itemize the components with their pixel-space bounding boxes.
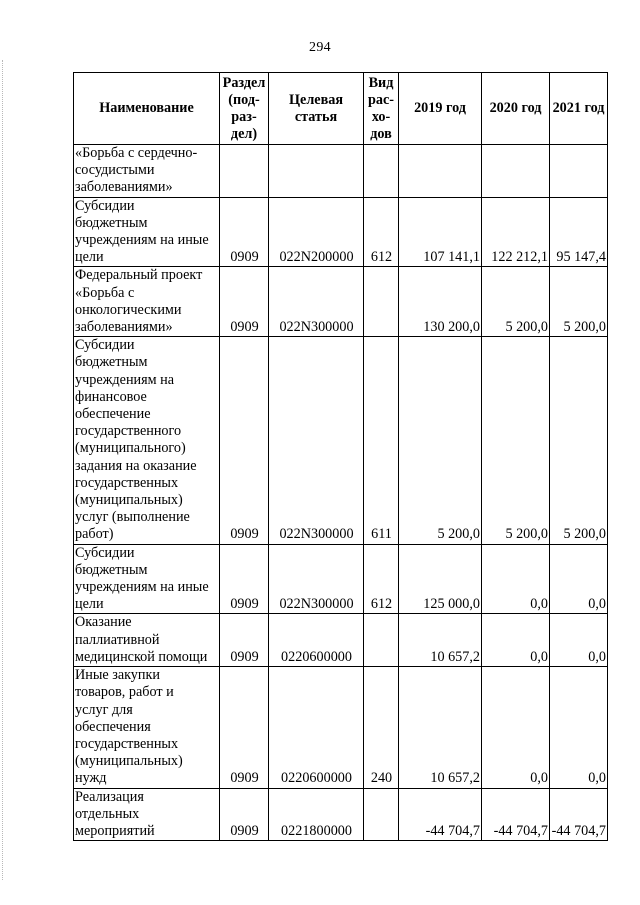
table-row bbox=[74, 337, 608, 544]
header-article bbox=[269, 73, 364, 145]
row-name-line: Реализация bbox=[75, 788, 144, 805]
row-kind bbox=[364, 788, 399, 841]
row-article: 022N300000 bbox=[269, 267, 364, 337]
row-value-2019: 107 141,1 bbox=[399, 197, 482, 267]
budget-table bbox=[73, 72, 608, 841]
row-name-line: финансовое bbox=[75, 388, 147, 405]
row-name-line: задания на оказание bbox=[75, 457, 197, 474]
row-value-2020 bbox=[482, 145, 550, 198]
row-name-line: паллиативной bbox=[75, 631, 160, 648]
row-name-line: заболеваниями» bbox=[75, 179, 173, 196]
row-section: 0909 bbox=[220, 267, 269, 337]
row-name-line: заболеваниями» bbox=[75, 319, 173, 336]
header-line: статья bbox=[294, 108, 338, 125]
row-name-line: медицинской помощи bbox=[75, 648, 208, 665]
scan-margin-dots bbox=[2, 60, 4, 880]
header-line: дел) bbox=[230, 125, 258, 142]
header-2019: 2019 год bbox=[399, 73, 482, 145]
row-kind: 612 bbox=[364, 544, 399, 614]
row-name-line: работ) bbox=[75, 526, 114, 543]
header-line: Раздел bbox=[222, 74, 266, 91]
row-kind bbox=[364, 614, 399, 667]
row-name bbox=[74, 544, 220, 614]
table-header-row bbox=[74, 73, 608, 145]
row-name-line: Субсидии bbox=[75, 337, 135, 354]
row-name bbox=[74, 337, 220, 544]
row-name-line: цели bbox=[75, 596, 104, 613]
row-name-line: «Борьба с bbox=[75, 284, 135, 301]
row-value-2020: 5 200,0 bbox=[482, 267, 550, 337]
row-name-line: Оказание bbox=[75, 614, 132, 631]
row-name-line: бюджетным bbox=[75, 214, 148, 231]
row-value-2021: 5 200,0 bbox=[550, 267, 608, 337]
row-name bbox=[74, 667, 220, 788]
row-name-line: сосудистыми bbox=[75, 162, 155, 179]
row-name-line: «Борьба с сердечно- bbox=[75, 145, 198, 161]
row-value-2021: 0,0 bbox=[550, 544, 608, 614]
header-line: хо- bbox=[371, 108, 391, 125]
row-value-2021: 0,0 bbox=[550, 614, 608, 667]
row-value-2020: -44 704,7 bbox=[482, 788, 550, 841]
row-name-line: государственных bbox=[75, 735, 179, 752]
table-row bbox=[74, 614, 608, 667]
row-section: 0909 bbox=[220, 544, 269, 614]
row-name-line: цели bbox=[75, 249, 104, 266]
header-line: (под- bbox=[228, 91, 260, 108]
row-kind: 611 bbox=[364, 337, 399, 544]
row-name-line: бюджетным bbox=[75, 561, 148, 578]
row-name-line: государственного bbox=[75, 423, 182, 440]
row-value-2019: 5 200,0 bbox=[399, 337, 482, 544]
header-2020: 2020 год bbox=[482, 73, 550, 145]
header-line: Целевая bbox=[288, 91, 344, 108]
row-name-line: обеспечения bbox=[75, 718, 151, 735]
row-name-line: отдельных bbox=[75, 805, 140, 822]
row-value-2021: 95 147,4 bbox=[550, 197, 608, 267]
row-article: 022N300000 bbox=[269, 337, 364, 544]
row-value-2021: -44 704,7 bbox=[550, 788, 608, 841]
header-line: раз- bbox=[231, 108, 257, 125]
row-article: 0220600000 bbox=[269, 614, 364, 667]
row-value-2020: 5 200,0 bbox=[482, 337, 550, 544]
row-value-2020: 0,0 bbox=[482, 614, 550, 667]
row-name-line: обеспечение bbox=[75, 406, 151, 423]
row-name bbox=[74, 614, 220, 667]
row-value-2019: 125 000,0 bbox=[399, 544, 482, 614]
row-name-line: (муниципальных) bbox=[75, 492, 183, 509]
row-kind bbox=[364, 267, 399, 337]
row-name-line: товаров, работ и bbox=[75, 684, 174, 701]
row-name-line: государственных bbox=[75, 474, 179, 491]
row-article: 0220600000 bbox=[269, 667, 364, 788]
row-name-line: Субсидии bbox=[75, 197, 135, 214]
header-line: рас- bbox=[367, 91, 394, 108]
header-2021: 2021 год bbox=[550, 73, 608, 145]
row-name-line: учреждениям на иные bbox=[75, 579, 209, 596]
row-name-line: (муниципального) bbox=[75, 440, 186, 457]
row-name-line: Федеральный проект bbox=[75, 267, 203, 284]
row-value-2021 bbox=[550, 145, 608, 198]
row-name-line: услуг для bbox=[75, 701, 133, 718]
row-name-line: услуг (выполнение bbox=[75, 509, 190, 526]
row-value-2019: 10 657,2 bbox=[399, 614, 482, 667]
row-article: 022N200000 bbox=[269, 197, 364, 267]
row-article bbox=[269, 145, 364, 198]
row-section: 0909 bbox=[220, 788, 269, 841]
row-value-2020: 0,0 bbox=[482, 544, 550, 614]
row-section: 0909 bbox=[220, 614, 269, 667]
row-name-line: нужд bbox=[75, 770, 107, 787]
row-name-line: бюджетным bbox=[75, 354, 148, 371]
header-line: Вид bbox=[368, 74, 394, 91]
row-name bbox=[74, 197, 220, 267]
row-section: 0909 bbox=[220, 197, 269, 267]
row-article: 022N300000 bbox=[269, 544, 364, 614]
row-value-2021: 5 200,0 bbox=[550, 337, 608, 544]
row-section: 0909 bbox=[220, 337, 269, 544]
row-value-2020: 122 212,1 bbox=[482, 197, 550, 267]
row-value-2019: -44 704,7 bbox=[399, 788, 482, 841]
page-number: 294 bbox=[309, 40, 331, 55]
row-name-line: Субсидии bbox=[75, 544, 135, 561]
row-name-line: учреждениям на bbox=[75, 371, 175, 388]
header-name: Наименование bbox=[74, 73, 220, 145]
row-kind: 240 bbox=[364, 667, 399, 788]
row-article: 0221800000 bbox=[269, 788, 364, 841]
row-name-line: учреждениям на иные bbox=[75, 232, 209, 249]
table-row bbox=[74, 667, 608, 788]
row-section bbox=[220, 145, 269, 198]
header-kind bbox=[364, 73, 399, 145]
row-name-line: Иные закупки bbox=[75, 667, 160, 684]
row-name bbox=[74, 145, 220, 198]
table-row bbox=[74, 197, 608, 267]
row-value-2019: 130 200,0 bbox=[399, 267, 482, 337]
row-section: 0909 bbox=[220, 667, 269, 788]
row-value-2021: 0,0 bbox=[550, 667, 608, 788]
row-kind bbox=[364, 145, 399, 198]
row-kind: 612 bbox=[364, 197, 399, 267]
table-row bbox=[74, 145, 608, 198]
row-name-line: мероприятий bbox=[75, 822, 155, 839]
row-name bbox=[74, 788, 220, 841]
header-line: дов bbox=[370, 125, 392, 142]
row-name bbox=[74, 267, 220, 337]
table-row bbox=[74, 544, 608, 614]
table-row bbox=[74, 788, 608, 841]
row-value-2020: 0,0 bbox=[482, 667, 550, 788]
row-name-line: (муниципальных) bbox=[75, 753, 183, 770]
header-section bbox=[220, 73, 269, 145]
row-value-2019: 10 657,2 bbox=[399, 667, 482, 788]
table-row bbox=[74, 267, 608, 337]
row-value-2019 bbox=[399, 145, 482, 198]
row-name-line: онкологическими bbox=[75, 301, 182, 318]
